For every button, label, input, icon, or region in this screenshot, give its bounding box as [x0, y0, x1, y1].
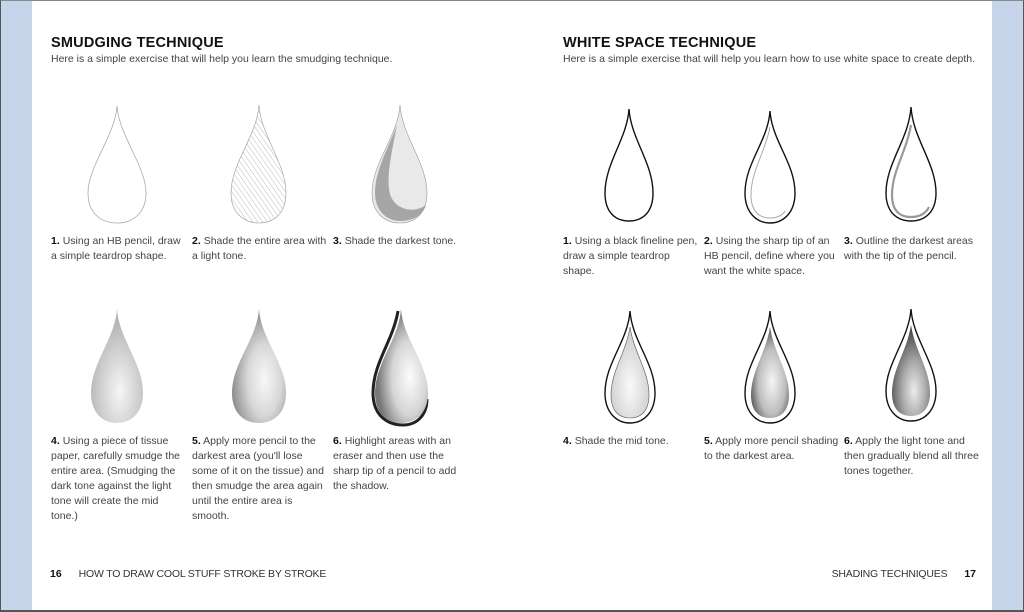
step-6-caption: 6. Apply the light tone and then gradually blend all three tones together. — [844, 435, 979, 477]
section-title: WHITE SPACE TECHNIQUE — [563, 35, 757, 51]
step-1-caption: 1. Using a black fineline pen, draw a simple teardrop shape. — [563, 235, 698, 277]
running-head: SHADING TECHNIQUES — [831, 568, 948, 580]
right-margin-strip — [992, 1, 1023, 610]
step-3-caption: 3. Shade the darkest tone. — [333, 235, 457, 247]
teardrop-illustration-step-1 — [573, 101, 683, 231]
section-title: SMUDGING TECHNIQUE — [51, 35, 224, 51]
step-5-caption: 5. Apply more pencil shading to the darkest area. — [704, 435, 839, 462]
step-6-caption: 6. Highlight areas with an eraser and then use the sharp tip of a pencil to add the shadow. — [333, 435, 457, 492]
teardrop-illustration-step-5 — [202, 301, 312, 431]
page-footer-left — [50, 568, 326, 580]
step-2-caption: 2. Using the sharp tip of an HB pencil, define where you want the white space. — [704, 235, 835, 277]
right-page — [512, 1, 992, 610]
step-5-caption: 5. Apply more pencil to the darkest area (you'll lose some of it on the tissue) and then smudge the area again until the entire area is smooth. — [192, 435, 324, 522]
teardrop-illustration-step-3 — [343, 101, 453, 231]
section-subtitle: Here is a simple exercise that will help you learn the smudging technique. — [51, 53, 393, 65]
teardrop-illustration-step-6 — [343, 301, 453, 431]
step-3-caption: 3. Outline the darkest areas with the tip of the pencil. — [844, 235, 974, 262]
left-margin-strip — [1, 1, 32, 610]
teardrop-illustration-step-3 — [854, 101, 964, 231]
teardrop-illustration-step-5 — [713, 301, 823, 431]
teardrop-illustration-step-1 — [61, 101, 171, 231]
step-4-caption: 4. Using a piece of tissue paper, carefully smudge the entire area. (Smudging the dark tone against the light tone will create the mid tone.) — [51, 435, 180, 522]
running-head: HOW TO DRAW COOL STUFF STROKE BY STROKE — [78, 568, 327, 580]
teardrop-illustration-step-4 — [61, 301, 171, 431]
page-number: 17 — [964, 568, 976, 580]
step-1-caption: 1. Using an HB pencil, draw a simple teardrop shape. — [51, 235, 181, 262]
teardrop-illustration-step-4 — [573, 301, 683, 431]
page-number: 16 — [50, 568, 62, 580]
left-page — [32, 1, 512, 610]
step-4-caption: 4. Shade the mid tone. — [563, 435, 669, 447]
page-footer-right — [832, 568, 976, 580]
teardrop-illustration-step-6 — [854, 301, 964, 431]
step-2-caption: 2. Shade the entire area with a light tone. — [192, 235, 327, 262]
section-subtitle: Here is a simple exercise that will help you learn how to use white space to create depth. — [563, 53, 976, 65]
teardrop-illustration-step-2 — [202, 101, 312, 231]
teardrop-illustration-step-2 — [713, 101, 823, 231]
